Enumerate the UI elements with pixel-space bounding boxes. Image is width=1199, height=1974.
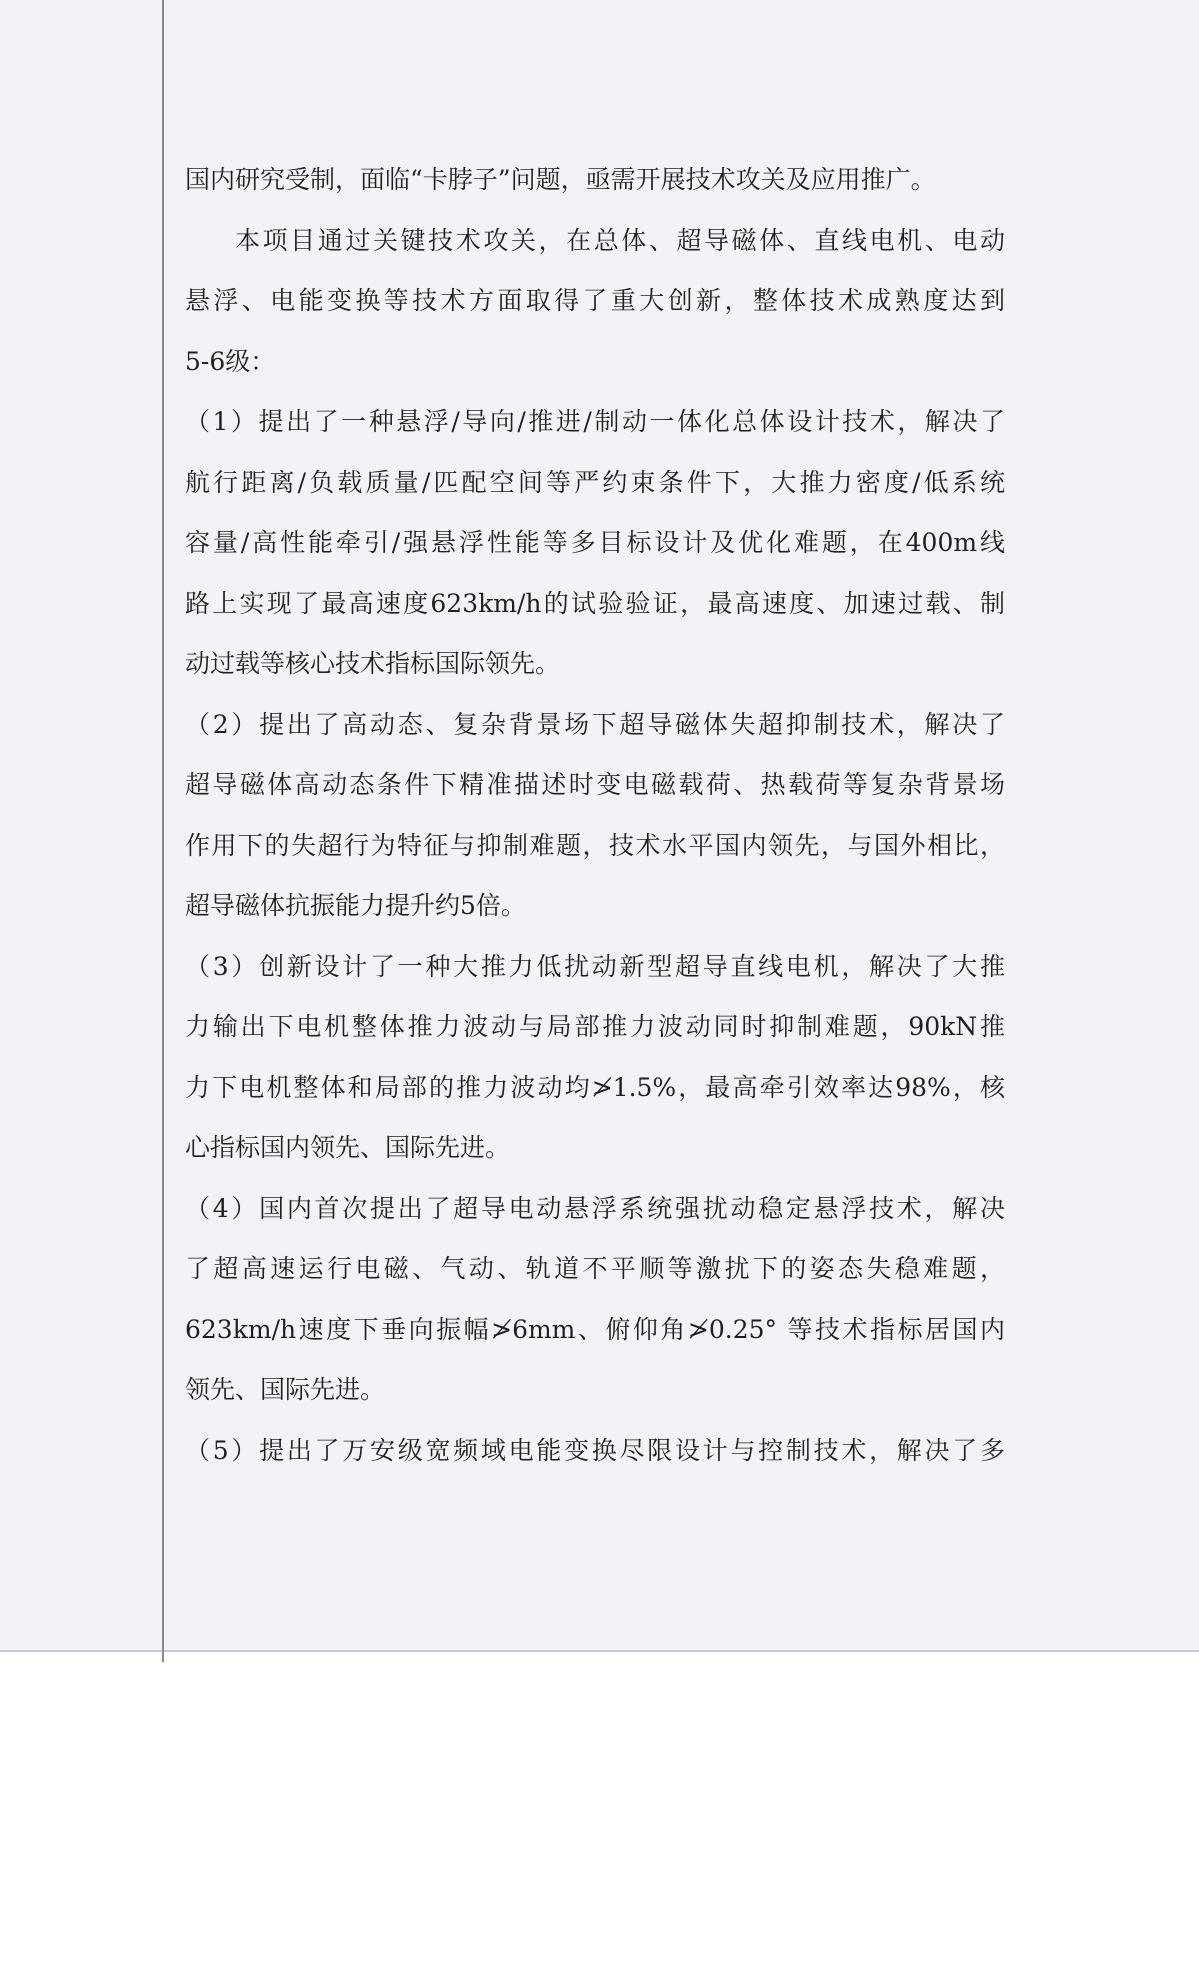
text-line-8: 路上实现了最高速度623km/h的试验验证，最高速度、加速过载、制	[185, 588, 1005, 618]
text-line-6: 航行距离/负载质量/匹配空间等严约束条件下，大推力密度/低系统	[185, 467, 1005, 497]
text-line-14: （3）创新设计了一种大推力低扰动新型超导直线电机，解决了大推	[185, 951, 1005, 981]
text-line-12: 作用下的失超行为特征与抑制难题，技术水平国内领先，与国外相比，	[185, 830, 1005, 860]
text-line-18: （4）国内首次提出了超导电动悬浮系统强扰动稳定悬浮技术，解决	[185, 1193, 1005, 1223]
text-line-2: 本项目通过关键技术攻关，在总体、超导磁体、直线电机、电动	[235, 225, 1005, 255]
text-line-21: 领先、国际先进。	[185, 1375, 386, 1404]
text-line-22: （5）提出了万安级宽频域电能变换尽限设计与控制技术，解决了多	[185, 1435, 1005, 1465]
text-line-17: 心指标国内领先、国际先进。	[185, 1133, 511, 1162]
text-line-19: 了超高速运行电磁、气动、轨道不平顺等激扰下的姿态失稳难题，	[185, 1254, 1005, 1283]
body-text	[185, 150, 1005, 1481]
text-line-15: 力输出下电机整体推力波动与局部推力波动同时抑制难题，90kN推	[185, 1012, 1005, 1041]
text-line-7: 容量/高性能牵引/强悬浮性能等多目标设计及优化难题，在400m线	[185, 528, 1005, 557]
text-line-20: 623km/h速度下垂向振幅≯6mm、俯仰角≯0.25° 等技术指标居国内	[185, 1314, 1005, 1344]
page-bottom-edge	[0, 1650, 1199, 1652]
text-line-4: 5-6级：	[185, 346, 276, 376]
text-line-11: 超导磁体高动态条件下精准描述时变电磁载荷、热载荷等复杂背景场	[185, 770, 1005, 799]
text-line-3: 悬浮、电能变换等技术方面取得了重大创新，整体技术成熟度达到	[185, 286, 1005, 315]
binding-margin-line	[162, 0, 164, 1662]
text-line-9: 动过载等核心技术指标国际领先。	[185, 649, 561, 678]
text-line-13: 超导磁体抗振能力提升约5倍。	[185, 891, 526, 920]
text-line-10: （2）提出了高动态、复杂背景场下超导磁体失超抑制技术，解决了	[185, 709, 1005, 739]
text-line-5: （1）提出了一种悬浮/导向/推进/制动一体化总体设计技术，解决了	[185, 407, 1005, 436]
text-line-1: 国内研究受制，面临“卡脖子”问题，亟需开展技术攻关及应用推广。	[185, 165, 936, 194]
text-line-16: 力下电机整体和局部的推力波动均≯1.5%，最高牵引效率达98%，核	[185, 1072, 1005, 1102]
